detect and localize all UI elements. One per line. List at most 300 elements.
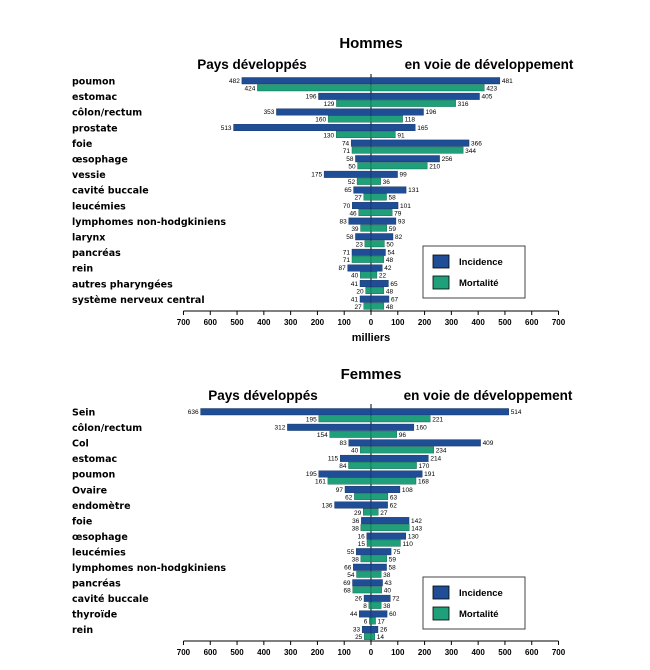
men-data-label: 423 — [486, 85, 498, 93]
women-bar-mortality-developing — [371, 555, 387, 562]
women-data-label: 191 — [424, 471, 436, 479]
men-bar-mortality-developing — [371, 100, 456, 107]
women-category-label: œsophage — [72, 531, 128, 543]
men-bar-incidence-developing — [371, 156, 440, 163]
women-data-label: 26 — [379, 626, 388, 634]
chart-men — [72, 35, 574, 344]
women-category-label: Ovaire — [72, 485, 108, 497]
women-bar-incidence-developing — [371, 626, 378, 633]
men-data-label: 353 — [263, 109, 275, 117]
men-x-tick-label: 500 — [498, 318, 512, 327]
men-bar-incidence-developing — [371, 218, 396, 225]
women-data-label: 43 — [384, 580, 392, 588]
men-legend-swatch-incidence — [433, 255, 449, 268]
women-bar-incidence-developing — [371, 409, 509, 416]
men-data-label: 27 — [354, 194, 362, 202]
men-data-label: 71 — [342, 147, 350, 155]
women-legend — [423, 577, 525, 629]
men-data-label: 366 — [471, 140, 482, 148]
men-data-label: 70 — [343, 202, 351, 210]
women-bar-mortality-developing — [371, 540, 400, 547]
men-data-label: 118 — [404, 116, 415, 124]
men-data-label: 65 — [390, 280, 398, 288]
women-bar-incidence-developed — [356, 548, 371, 555]
men-bar-mortality-developed — [360, 272, 371, 279]
men-bar-mortality-developing — [371, 272, 377, 279]
women-x-tick-label: 200 — [417, 648, 432, 657]
women-bar-mortality-developed — [364, 633, 371, 640]
women-data-label: 115 — [327, 455, 339, 463]
men-data-label: 82 — [394, 234, 403, 241]
men-bar-incidence-developed — [318, 93, 371, 100]
women-data-label: 62 — [345, 494, 353, 502]
women-bar-incidence-developed — [361, 517, 371, 524]
men-data-label: 101 — [400, 202, 411, 210]
women-x-tick-label: 400 — [257, 648, 271, 657]
women-category-label: pancréas — [72, 578, 121, 590]
men-data-label: 196 — [305, 93, 317, 101]
men-category-label: leucémies — [72, 201, 126, 213]
women-data-label: 214 — [430, 455, 442, 463]
women-bar-incidence-developed — [319, 471, 371, 478]
women-data-label: 63 — [389, 494, 398, 502]
men-category-label: lymphomes non-hodgkiniens — [72, 216, 227, 228]
women-data-label: 108 — [401, 486, 413, 494]
men-category-label: autres pharyngées — [72, 279, 173, 291]
men-data-label: 22 — [378, 272, 387, 280]
women-bar-mortality-developing — [371, 416, 430, 423]
women-bar-mortality-developing — [371, 462, 417, 469]
men-data-label: 131 — [408, 187, 419, 195]
men-x-tick-label: 700 — [176, 318, 191, 327]
women-data-label: 69 — [343, 580, 351, 588]
men-data-label: 36 — [382, 179, 390, 187]
men-legend-box — [423, 246, 525, 298]
women-bar-incidence-developed — [359, 611, 371, 618]
women-x-tick-label: 600 — [525, 648, 539, 657]
chart-women-right-heading: en voie de développement — [403, 388, 573, 403]
women-x-tick-label: 700 — [551, 648, 566, 657]
women-category-label: poumon — [72, 469, 116, 481]
women-bar-incidence-developing — [371, 533, 406, 540]
women-bar-incidence-developing — [371, 595, 390, 602]
women-data-label: 26 — [354, 595, 363, 603]
women-category-label: endomètre — [72, 500, 131, 512]
women-legend-box — [423, 577, 525, 629]
women-bar-incidence-developed — [287, 424, 371, 431]
women-data-label: 14 — [376, 634, 384, 642]
women-data-label: 27 — [380, 509, 388, 517]
men-data-label: 99 — [399, 171, 407, 179]
men-category-label: côlon/rectum — [72, 107, 143, 119]
women-bar-incidence-developed — [335, 502, 371, 509]
women-category-label: foie — [72, 516, 93, 528]
men-data-label: 71 — [342, 249, 350, 257]
women-bar-incidence-developing — [371, 564, 387, 571]
men-bar-mortality-developed — [366, 287, 371, 294]
men-x-tick-label: 100 — [337, 318, 351, 327]
men-bar-incidence-developed — [324, 171, 371, 178]
men-data-label: 23 — [355, 241, 363, 249]
men-category-label: rein — [72, 263, 94, 275]
men-data-label: 58 — [346, 234, 354, 241]
women-bar-mortality-developing — [371, 447, 434, 454]
women-category-label: leucémies — [72, 547, 126, 559]
men-bar-mortality-developed — [257, 85, 371, 92]
men-bar-incidence-developing — [371, 78, 500, 85]
men-data-label: 129 — [323, 101, 335, 109]
women-data-label: 409 — [482, 440, 494, 448]
men-bar-incidence-developed — [234, 124, 371, 131]
men-legend — [423, 246, 525, 298]
women-bar-mortality-developing — [371, 524, 409, 531]
women-bar-incidence-developing — [371, 611, 387, 618]
men-bar-mortality-developing — [371, 303, 384, 310]
men-x-tick-label: 300 — [283, 318, 298, 327]
women-category-label: Sein — [72, 407, 96, 419]
women-bar-incidence-developed — [362, 626, 371, 633]
men-data-label: 165 — [417, 124, 429, 132]
women-data-label: 40 — [383, 587, 391, 595]
women-bar-mortality-developed — [330, 431, 371, 438]
women-category-label: rein — [72, 625, 94, 637]
men-data-label: 513 — [220, 124, 232, 132]
women-data-label: 168 — [418, 478, 429, 486]
women-data-label: 62 — [389, 502, 397, 510]
men-category-label: vessie — [72, 170, 106, 182]
men-bar-mortality-developing — [371, 85, 484, 92]
women-data-label: 130 — [407, 533, 419, 541]
chart-men-plot-area — [72, 74, 566, 327]
men-bar-mortality-developing — [371, 163, 427, 170]
women-data-label: 66 — [344, 564, 352, 572]
men-bar-mortality-developing — [371, 194, 387, 201]
women-bar-incidence-developing — [371, 580, 383, 587]
men-x-tick-label: 600 — [203, 318, 217, 327]
women-data-label: 161 — [315, 478, 326, 486]
men-bar-mortality-developing — [371, 225, 387, 232]
women-bar-mortality-developing — [371, 478, 416, 485]
men-bar-incidence-developed — [351, 140, 371, 147]
men-bar-incidence-developing — [371, 296, 389, 303]
men-x-tick-label: 600 — [525, 318, 539, 327]
women-data-label: 170 — [418, 463, 430, 471]
men-bar-mortality-developing — [371, 116, 403, 123]
women-bar-mortality-developing — [371, 431, 397, 438]
women-bar-mortality-developing — [371, 587, 382, 594]
women-bar-incidence-developing — [371, 486, 400, 493]
men-bar-mortality-developed — [352, 147, 371, 154]
men-x-tick-label: 500 — [230, 318, 244, 327]
men-category-label: pancréas — [72, 248, 121, 260]
women-data-label: 75 — [393, 548, 401, 556]
men-data-label: 196 — [425, 109, 437, 117]
women-bar-mortality-developed — [353, 587, 371, 594]
women-bar-mortality-developed — [363, 509, 371, 516]
men-data-label: 344 — [465, 147, 477, 155]
women-data-label: 58 — [388, 564, 396, 572]
women-data-label: 38 — [383, 603, 391, 611]
women-bar-mortality-developed — [361, 555, 371, 562]
women-data-label: 195 — [305, 416, 317, 424]
men-bar-incidence-developing — [371, 249, 385, 256]
chart-women-title: Femmes — [340, 366, 402, 383]
women-bar-incidence-developed — [345, 486, 371, 493]
women-x-tick-label: 100 — [337, 648, 351, 657]
women-data-label: 312 — [274, 424, 286, 432]
men-data-label: 481 — [501, 78, 513, 85]
men-bar-incidence-developed — [355, 156, 371, 163]
women-legend-label-mortality: Mortalité — [459, 609, 499, 620]
women-data-label: 68 — [343, 587, 351, 595]
women-x-tick-label: 0 — [368, 648, 374, 657]
men-data-label: 39 — [351, 225, 359, 233]
women-bar-incidence-developed — [364, 595, 371, 602]
men-data-label: 48 — [385, 303, 394, 311]
women-category-label: lymphomes non-hodgkiniens — [72, 563, 227, 574]
men-x-tick-label: 700 — [551, 318, 566, 327]
men-x-tick-label: 100 — [391, 318, 405, 327]
men-bar-mortality-developed — [364, 303, 371, 310]
women-category-label: thyroïde — [72, 609, 118, 621]
women-bar-mortality-developed — [354, 493, 371, 500]
women-data-label: 36 — [352, 517, 360, 525]
women-data-label: 16 — [357, 533, 365, 541]
women-data-label: 54 — [347, 572, 355, 579]
women-data-label: 97 — [335, 486, 344, 494]
men-data-label: 50 — [386, 241, 394, 249]
men-bar-incidence-developed — [355, 234, 371, 241]
women-bar-mortality-developing — [371, 618, 376, 625]
women-data-label: 59 — [388, 556, 397, 564]
men-bar-incidence-developed — [360, 280, 371, 287]
men-bar-mortality-developing — [371, 287, 384, 294]
women-x-tick-label: 200 — [310, 648, 325, 657]
women-bar-mortality-developing — [371, 571, 381, 578]
women-bar-mortality-developing — [371, 633, 375, 640]
women-bar-incidence-developed — [367, 533, 371, 540]
women-bar-mortality-developed — [361, 524, 371, 531]
chart-women-left-heading: Pays développés — [208, 388, 318, 403]
men-data-label: 48 — [385, 257, 394, 265]
men-category-label: poumon — [72, 76, 116, 88]
women-bar-incidence-developed — [349, 440, 371, 447]
men-legend-label-mortality: Mortalité — [459, 278, 499, 289]
men-bar-mortality-developed — [365, 241, 371, 248]
women-data-label: 143 — [411, 525, 423, 533]
men-bar-incidence-developed — [348, 265, 371, 272]
men-data-label: 20 — [356, 288, 364, 296]
women-x-tick-label: 500 — [498, 648, 512, 657]
men-data-label: 48 — [385, 288, 394, 296]
women-data-label: 60 — [389, 611, 397, 619]
chart-men-right-heading: en voie de développement — [404, 57, 574, 72]
women-data-label: 38 — [383, 572, 391, 579]
women-data-label: 44 — [349, 611, 358, 619]
women-bar-mortality-developed — [369, 618, 371, 625]
women-bar-incidence-developed — [201, 409, 371, 416]
men-data-label: 41 — [350, 280, 359, 288]
men-bar-mortality-developing — [371, 256, 384, 263]
women-data-label: 25 — [355, 634, 363, 642]
women-data-label: 160 — [415, 424, 427, 432]
men-bar-mortality-developing — [371, 131, 395, 138]
men-data-label: 65 — [344, 187, 352, 195]
women-bar-incidence-developing — [371, 471, 422, 478]
men-bar-incidence-developing — [371, 280, 388, 287]
men-x-tick-label: 300 — [444, 318, 459, 327]
men-category-label: estomac — [72, 92, 118, 104]
men-x-tick-label: 200 — [417, 318, 432, 327]
women-data-label: 154 — [316, 432, 328, 440]
men-data-label: 50 — [348, 163, 356, 171]
men-bar-incidence-developing — [371, 171, 398, 178]
men-data-label: 79 — [394, 210, 402, 218]
women-data-label: 195 — [305, 471, 317, 479]
women-category-label: cavité buccale — [72, 594, 149, 606]
women-category-label: Col — [72, 438, 89, 450]
men-data-label: 405 — [481, 93, 493, 101]
women-x-tick-label: 100 — [391, 648, 405, 657]
women-data-label: 221 — [432, 416, 444, 424]
women-bar-mortality-developed — [369, 602, 371, 609]
women-bar-mortality-developed — [367, 540, 371, 547]
women-bar-mortality-developed — [348, 462, 371, 469]
women-data-label: 6 — [363, 618, 368, 626]
men-bar-mortality-developing — [371, 241, 384, 248]
men-bar-mortality-developed — [357, 178, 371, 185]
women-data-label: 96 — [398, 432, 406, 440]
men-category-label: œsophage — [72, 154, 128, 166]
women-data-label: 110 — [402, 540, 413, 548]
women-legend-label-incidence: Incidence — [459, 588, 503, 599]
men-data-label: 42 — [384, 265, 392, 273]
women-data-label: 136 — [321, 502, 333, 510]
women-data-label: 83 — [339, 440, 347, 448]
men-bar-mortality-developed — [336, 131, 371, 138]
women-bar-mortality-developed — [328, 478, 371, 485]
men-x-tick-label: 0 — [368, 318, 374, 327]
men-data-label: 74 — [341, 140, 350, 148]
women-bar-mortality-developed — [360, 447, 371, 454]
men-x-tick-label: 400 — [471, 318, 485, 327]
women-data-label: 33 — [352, 626, 361, 634]
women-bar-incidence-developing — [371, 517, 409, 524]
men-bar-mortality-developing — [371, 209, 392, 216]
women-data-label: 38 — [351, 556, 359, 564]
chart-men-title: Hommes — [339, 35, 403, 52]
women-bar-incidence-developed — [340, 455, 371, 462]
women-bar-mortality-developing — [371, 509, 378, 516]
men-data-label: 93 — [397, 218, 406, 226]
women-bar-incidence-developed — [353, 580, 371, 587]
men-bar-incidence-developing — [371, 140, 469, 147]
men-data-label: 41 — [350, 296, 359, 304]
men-category-label: prostate — [72, 123, 118, 135]
women-data-label: 8 — [363, 603, 367, 611]
men-legend-label-incidence: Incidence — [459, 257, 503, 268]
women-data-label: 17 — [377, 618, 385, 626]
chart-women — [72, 366, 573, 657]
women-data-label: 234 — [435, 447, 447, 455]
women-legend-swatch-mortality — [433, 607, 449, 620]
women-data-label: 72 — [392, 595, 400, 603]
chart-men-left-heading: Pays développés — [197, 57, 307, 72]
women-data-label: 40 — [351, 447, 359, 455]
men-bar-mortality-developed — [359, 209, 371, 216]
men-data-label: 160 — [315, 116, 327, 124]
women-x-tick-label: 300 — [283, 648, 298, 657]
women-data-label: 55 — [347, 548, 355, 556]
women-data-label: 142 — [411, 517, 422, 525]
men-data-label: 256 — [441, 156, 453, 163]
men-data-label: 58 — [346, 156, 354, 163]
men-data-label: 52 — [347, 179, 356, 187]
men-bar-incidence-developed — [276, 109, 371, 116]
men-data-label: 71 — [342, 257, 350, 265]
men-data-label: 58 — [388, 194, 396, 202]
men-bar-incidence-developed — [360, 296, 371, 303]
women-data-label: 636 — [187, 409, 199, 416]
women-bar-mortality-developed — [319, 416, 371, 423]
women-x-tick-label: 500 — [230, 648, 244, 657]
women-x-tick-label: 600 — [203, 648, 217, 657]
men-category-label: foie — [72, 138, 93, 150]
men-x-tick-label: 200 — [310, 318, 325, 327]
men-bar-incidence-developed — [349, 218, 371, 225]
women-bar-incidence-developing — [371, 440, 481, 447]
women-x-tick-label: 300 — [444, 648, 459, 657]
women-bar-mortality-developed — [357, 571, 371, 578]
women-data-label: 15 — [357, 540, 365, 548]
men-category-label: cavité buccale — [72, 185, 149, 197]
men-bar-incidence-developed — [354, 187, 371, 194]
women-category-label: côlon/rectum — [72, 423, 143, 435]
men-bar-incidence-developed — [242, 78, 371, 85]
men-bar-incidence-developing — [371, 93, 479, 100]
men-bar-incidence-developing — [371, 202, 398, 209]
men-bar-incidence-developing — [371, 187, 406, 194]
men-legend-swatch-mortality — [433, 276, 449, 289]
men-bar-incidence-developing — [371, 124, 415, 131]
men-data-label: 67 — [390, 296, 399, 304]
men-bar-mortality-developed — [328, 116, 371, 123]
men-data-label: 87 — [338, 265, 346, 273]
women-data-label: 38 — [351, 525, 359, 533]
men-data-label: 482 — [229, 78, 240, 85]
men-bar-incidence-developed — [352, 202, 371, 209]
men-bar-incidence-developed — [352, 249, 371, 256]
women-bar-mortality-developing — [371, 493, 388, 500]
men-category-label: larynx — [72, 232, 106, 244]
chart-women-plot-area — [72, 404, 566, 657]
women-x-tick-label: 400 — [471, 648, 485, 657]
men-x-tick-label: 400 — [257, 318, 271, 327]
men-bar-mortality-developed — [352, 256, 371, 263]
men-data-label: 210 — [429, 163, 441, 171]
men-bar-mortality-developing — [371, 178, 381, 185]
women-bar-incidence-developing — [371, 455, 428, 462]
women-data-label: 84 — [339, 463, 347, 471]
men-bar-incidence-developing — [371, 109, 424, 116]
men-bar-mortality-developed — [361, 225, 371, 232]
men-category-label: système nerveux central — [72, 294, 205, 306]
women-category-label: estomac — [72, 454, 118, 466]
men-data-label: 59 — [388, 225, 397, 233]
women-bar-mortality-developing — [371, 602, 381, 609]
men-data-label: 130 — [323, 132, 335, 140]
men-data-label: 40 — [351, 272, 359, 280]
